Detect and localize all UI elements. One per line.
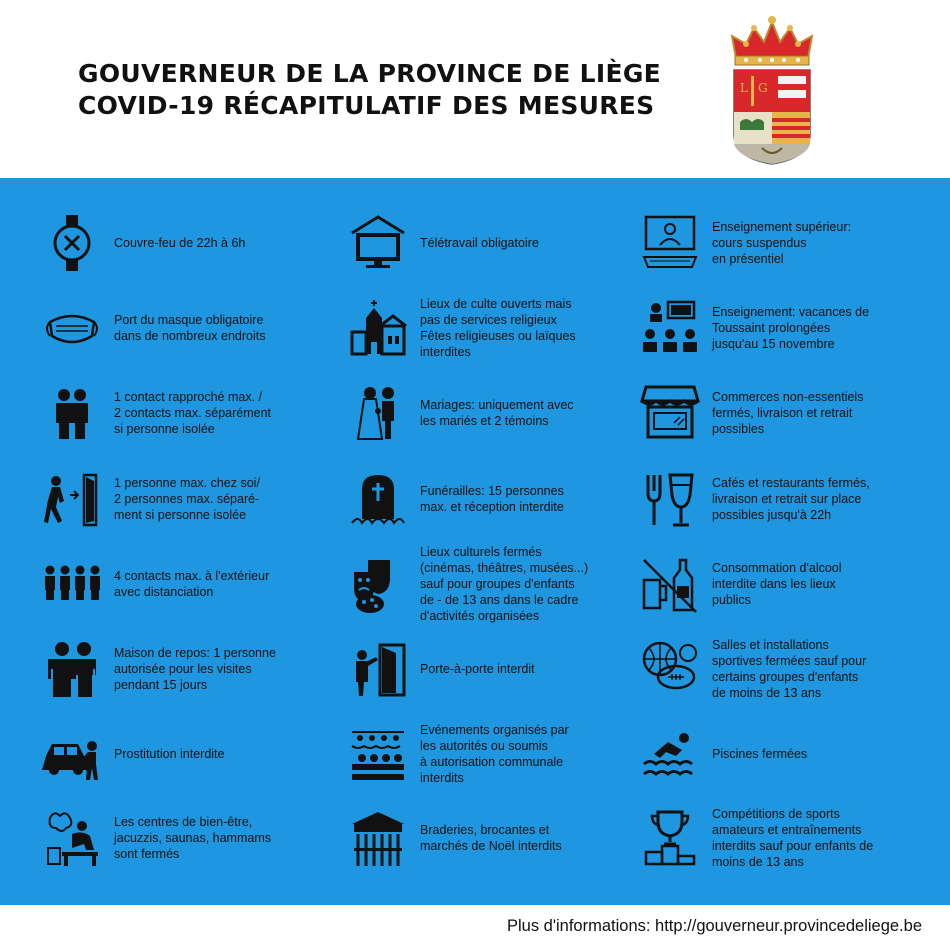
measure-text-line: de moins de 13 ans [712,686,822,700]
measure-text [420,213,630,273]
measure-text [712,213,912,273]
measure-text-line: possibles jusqu'à 22h [712,508,832,522]
measure-text-line: Les centres de bien-être, [114,815,253,829]
measure-text [114,724,334,784]
measure-text [114,213,334,273]
measure-text-line: à autorisation communale [420,755,564,769]
measure-text-line: avec distanciation [114,585,214,599]
title-line-1: GOUVERNEUR DE LA PROVINCE DE LIÈGE [78,59,662,88]
measure-text-line: interdites [420,345,471,359]
watch-icon [42,213,102,273]
measure-text-line: 4 contacts max. à l'extérieur [114,569,270,583]
measure-text-line: Mariages: uniquement avec [420,398,574,412]
measure-text-line: amateurs et entraînements [712,823,862,837]
measure-text-line: sauf pour groupes d'enfants [420,577,575,591]
measure-text-line: les autorités ou soumis [420,739,548,753]
measure-text-line: cours suspendus [712,236,807,250]
measure-text-line: pendant 15 jours [114,678,208,692]
measure-text [114,298,334,358]
sports-balls-icon [640,639,700,699]
measure-text-line: ment si personne isolée [114,508,247,522]
measures-panel [0,178,950,905]
measure-text-line: moins de 13 ans [712,855,804,869]
measure-text-line: Porte-à-porte interdit [420,662,535,676]
measure-text-line: interdits [420,771,464,785]
measure-text [114,383,334,443]
page-title [78,58,718,122]
church-icon [348,298,408,358]
svg-text:L: L [740,81,748,95]
measure-text-line: Enseignement: vacances de [712,305,870,319]
measure-text-line: marchés de Noël interdits [420,839,562,853]
measure-text [712,469,912,529]
measure-text-line: Funérailles: 15 personnes [420,484,564,498]
measure-text-line: Fêtes religieuses ou laïques [420,329,576,343]
measure-text-line: 2 contacts max. séparément [114,406,272,420]
couple-icon [42,383,102,443]
footer-info-link[interactable]: Plus d'informations: http://gouverneur.provincedeliege.be [507,917,922,935]
face-mask-icon [42,298,102,358]
measure-text-line: 1 contact rapproché max. / [114,390,262,404]
measure-text-line: dans de nombreux endroits [114,329,266,343]
measure-text [420,469,630,529]
measure-text-line: jusqu'au 15 novembre [712,337,835,351]
event-audience-icon [348,724,408,784]
measure-text-line: 1 personne max. chez soi/ [114,476,260,490]
measure-text-line: en présentiel [712,252,784,266]
measure-text-line: jacuzzis, saunas, hammams [114,831,272,845]
measure-text-line: Consommation d'alcool [712,561,842,575]
measure-text-line: max. et réception interdite [420,500,564,514]
podium-trophy-icon [640,808,700,868]
swimmer-icon [640,724,700,784]
measure-text-line: Commerces non-essentiels [712,390,864,404]
shop-icon [640,383,700,443]
measure-text-line: fermés, livraison et retrait [712,406,853,420]
measure-text [420,544,630,624]
measure-text-line: Enseignement supérieur: [712,220,851,234]
no-alcohol-icon [640,554,700,614]
measure-text-line: Salles et installations [712,638,829,652]
measure-text-line: Prostitution interdite [114,747,225,761]
measure-text-line: Compétitions de sports [712,807,840,821]
four-people-icon [42,554,102,614]
measure-text [420,639,630,699]
coat-of-arms-logo [726,14,818,166]
measure-text-line: Lieux de culte ouverts mais [420,297,572,311]
measure-text-line: Evénements organisés par [420,723,569,737]
measure-text-line: sont fermés [114,847,180,861]
measure-text-line: pas de services religieux [420,313,557,327]
measure-text-line: Toussaint prolongées [712,321,831,335]
measure-text [712,298,912,358]
title-line-2: COVID-19 RÉCAPITULATIF DES MESURES [78,91,655,120]
measure-text [420,724,630,784]
measure-text-line: autorisée pour les visites [114,662,252,676]
measure-text-line: Couvre-feu de 22h à 6h [114,236,246,250]
fork-glass-icon [640,469,700,529]
measure-text [114,469,334,529]
footer [0,905,950,950]
spa-icon [42,808,102,868]
online-teacher-icon [640,213,700,273]
measure-text-line: d'activités organisées [420,609,540,623]
measure-text-line: 2 personnes max. séparé- [114,492,260,506]
measure-text-line: possibles [712,422,765,436]
measure-text-line: livraison et retrait sur place [712,492,862,506]
measure-text-line: publics [712,593,751,607]
market-stall-icon [348,808,408,868]
wedding-couple-icon [348,383,408,443]
measure-text-line: Port du masque obligatoire [114,313,264,327]
measure-text-line: Maison de repos: 1 personne [114,646,276,660]
measure-text-line: de - de 13 ans dans le cadre [420,593,579,607]
theatre-masks-icon [348,554,408,614]
measure-text-line: Lieux culturels fermés [420,545,542,559]
tombstone-icon [348,469,408,529]
measure-text [420,383,630,443]
measure-text [712,383,912,443]
measure-text-line: Braderies, brocantes et [420,823,550,837]
measure-text-line: Piscines fermées [712,747,808,761]
measure-text [712,554,912,614]
measure-text [420,298,630,358]
measure-text-line: (cinémas, théâtres, musées...) [420,561,589,575]
shield-icon [734,70,810,164]
measure-text-line: sportives fermées sauf pour [712,654,867,668]
measure-text [712,639,912,699]
classroom-icon [640,298,700,358]
car-icon [42,724,102,784]
door-knock-icon [348,639,408,699]
home-monitor-icon [348,213,408,273]
measure-text-line: si personne isolée [114,422,215,436]
measure-text [712,724,912,784]
measure-text [420,808,630,868]
measure-text [114,554,334,614]
measure-text-line: interdite dans les lieux [712,577,836,591]
measure-text [114,808,334,868]
measure-text [712,808,912,868]
header [0,0,950,178]
svg-text:G: G [758,81,768,95]
crown-icon [732,16,812,65]
measure-text-line: certains groupes d'enfants [712,670,859,684]
measure-text-line: Cafés et restaurants fermés, [712,476,870,490]
measure-text [114,639,334,699]
measure-text-line: Télétravail obligatoire [420,236,539,250]
measure-text-line: interdits sauf pour enfants de [712,839,874,853]
elderly-care-icon [42,639,102,699]
person-entering-icon [42,469,102,529]
measure-text-line: les mariés et 2 témoins [420,414,549,428]
